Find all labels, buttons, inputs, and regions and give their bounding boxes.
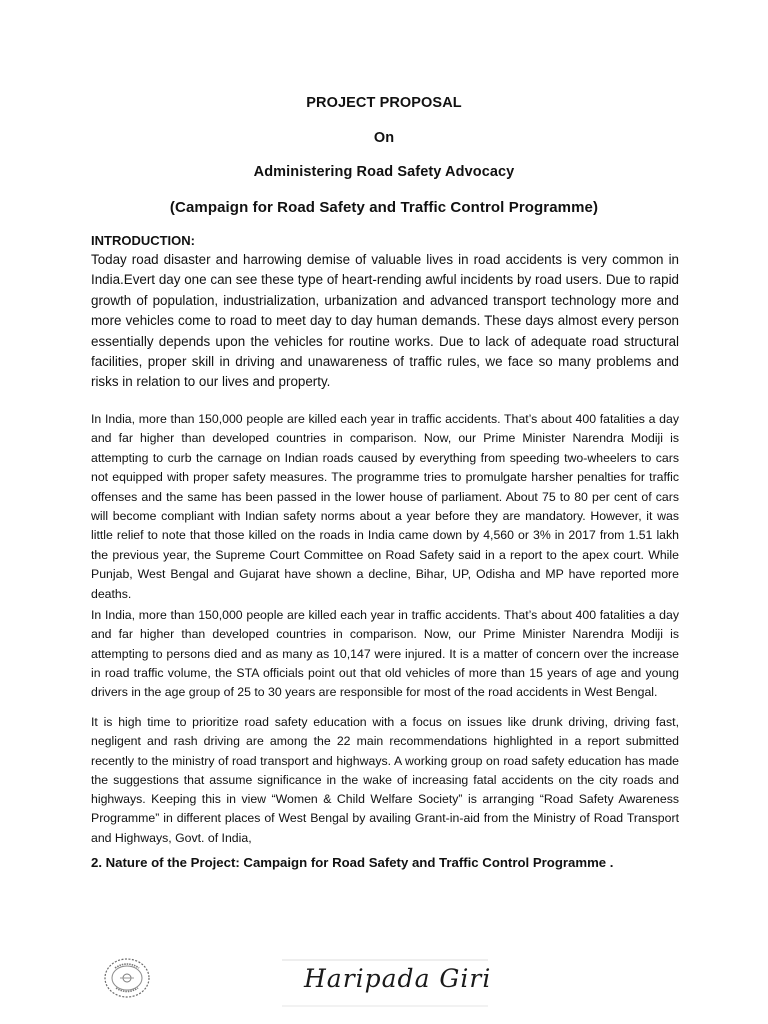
paragraph-3: It is high time to prioritize road safety education with a focus on issues like drunk driving, driving fast, negligent and rash driving are among the 22 main recommendations highlighted in a report submitted recently to the ministry of road transport and highways. A working group on road safety education has made the suggestions that assume significance in the wake of increasing fatal accidents on the city roads and highways. Keeping this in view “Women & Child Welfare Society” is arranging “Road Safety Awareness Programme” in different places of West Bengal by availing Grant-in-aid from the Ministry of Road Transport and Highways, Govt. of India,: [91, 715, 679, 845]
signature: [276, 952, 494, 1012]
signature-handwriting: Haripada Giri: [304, 964, 492, 993]
document-subtitle: Administering Road Safety Advocacy: [253, 164, 515, 180]
document-campaign-title: (Campaign for Road Safety and Traffic Control Programme): [169, 199, 599, 216]
organization-seal: [96, 952, 162, 1004]
paragraph-2: In India, more than 150,000 people are killed each year in traffic accidents. That’s about 400 fatalities a day and far higher than developed countries in comparison. Now, our Prime Minister Narendra Modiji is attempting to persons died and as many as 10,147 were injured. It is a matter of concern over the increase in road traffic volume, the STA officials point out that old vehicles of more than 15 years of age and young drivers in the age group of 25 to 30 years are responsible for most of the road accidents in West Bengal.: [91, 608, 679, 700]
document-title: PROJECT PROPOSAL: [306, 95, 462, 111]
document-on: On: [373, 130, 395, 146]
nature-of-project-heading: 2. Nature of the Project: Campaign for Road Safety and Traffic Control Programme .: [91, 855, 614, 870]
introduction-paragraph: Today road disaster and harrowing demise of valuable lives in road accidents is very common in India.Evert day one can see these type of heart-rending awful incidents by road users. Due to rapid growth of population, industrialization, urbanization and advanced transport technology more and more vehicles come to road to meet day to day human demands. These days almost every person essentially depends upon the vehicles for routine works. Due to lack of adequate road structural facilities, proper skill in driving and unawareness of traffic rules, we face so many problems and risks in relation to our lives and property.: [91, 252, 679, 390]
introduction-heading: INTRODUCTION:: [91, 233, 195, 248]
paragraph-1: In India, more than 150,000 people are killed each year in traffic accidents. That’s about 400 fatalities a day and far higher than developed countries in comparison. Now, our Prime Minister Narendra Modiji is attempting to curb the carnage on Indian roads caused by everything from speeding two-wheelers to cars not equipped with proper safety measures. The programme tries to promulgate harsher penalties for traffic offenses and the same has been passed in the lower house of parliament. About 75 to 80 per cent of cars will become compliant with Indian safety norms about a year before they are mandatory. However, it was little relief to note that those killed on the roads in India came down by 4,560 or 3% in 2017 from 1.51 lakh the previous year, the Supreme Court Committee on Road Safety said in a report to the apex court. While Punjab, West Bengal and Gujarat have shown a decline, Bihar, UP, Odisha and MP have reported more deaths.: [91, 412, 679, 601]
seal-stamp-icon: [96, 952, 162, 1004]
